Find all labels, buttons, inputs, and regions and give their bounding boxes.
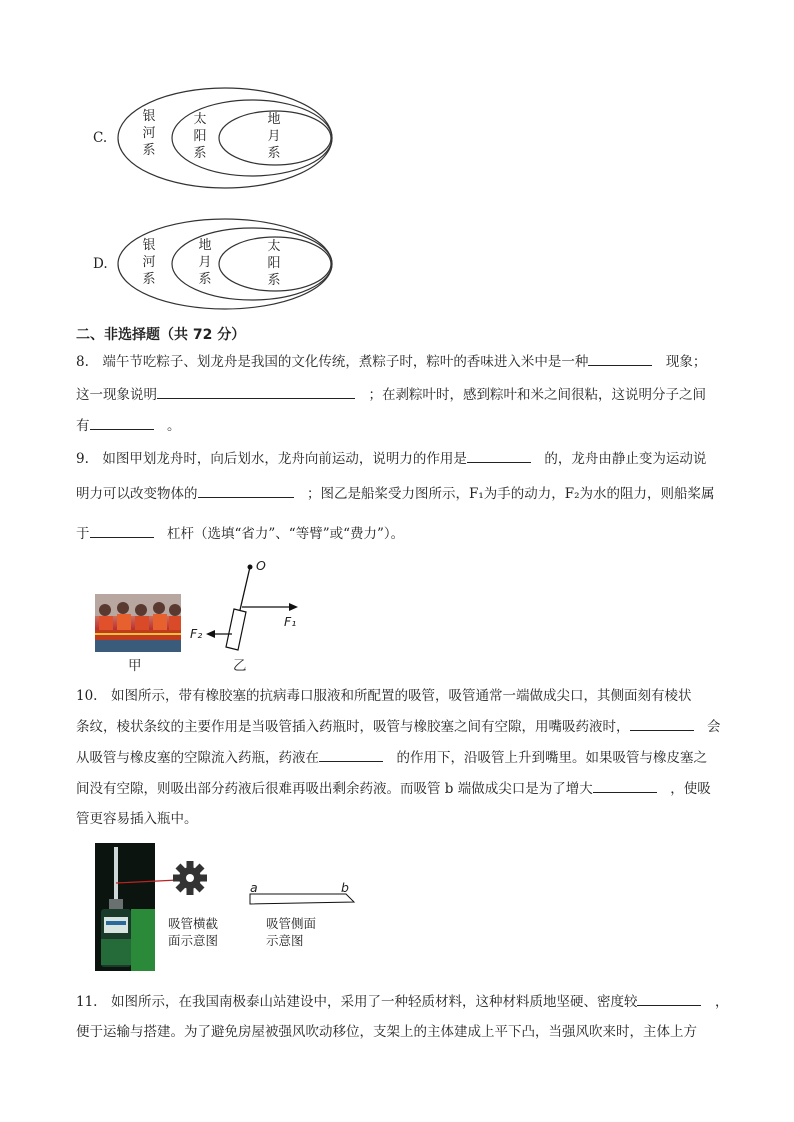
q9-text-3b: 杠杆（选填“省力”、“等臂”或“费力”）。 [167, 526, 405, 542]
q8-text-1a: 8. 端午节吃粽子、划龙舟是我国的文化传统，煮粽子时，粽叶的香味进入米中是一种 [76, 354, 589, 370]
side-view-caption-2: 示意图 [266, 933, 304, 948]
q10-text-2a: 条纹，棱状条纹的主要作用是当吸管插入药瓶时，吸管与橡胶塞之间有空隙，用嘴吸药液时， [76, 719, 630, 735]
q10-line-1: 10. 如图所示，带有橡胶塞的抗病毒口服液和所配置的吸管，吸管通常一端做成尖口，其侧面刻有棱状 [76, 688, 692, 704]
q11-text-1b: ， [714, 994, 729, 1010]
option-c-letter: C. [93, 130, 108, 146]
q11-text-1a: 11. 如图所示，在我国南极泰山站建设中，采用了一种轻质材料，这种材料质地坚硬、密度较 [76, 994, 638, 1010]
q8-text-2b: ；在剥粽叶时，感到粽叶和米之间很粘，这说明分子之间 [368, 387, 706, 403]
fig-label-yi: 乙 [233, 658, 247, 674]
option-c-middle-label: 太 阳 系 [193, 112, 207, 161]
option-d-middle-label: 地 月 系 [198, 238, 212, 287]
q10-text-4b: ，使吸 [670, 781, 711, 797]
label-b: b [341, 880, 349, 895]
q9-text-1a: 9. 如图甲划龙舟时，向后划水，龙舟向前运动，说明力的作用是 [76, 451, 467, 467]
q9-text-2b: ；图乙是船桨受力图所示，F₁为手的动力，F₂为水的阻力，则船桨属 [307, 486, 715, 502]
q8-text-2a: 这一现象说明 [76, 387, 157, 403]
label-a: a [250, 880, 258, 895]
q11-line-1 [76, 991, 728, 1012]
q9-text-1b: 的，龙舟由静止变为运动说 [544, 451, 707, 467]
cross-section-caption-1: 吸管横截 [168, 916, 219, 931]
side-view-caption-1: 吸管侧面 [266, 916, 317, 931]
q10-text-3a: 从吸管与橡皮塞的空隙流入药瓶，药液在 [76, 750, 319, 766]
cross-section-caption-2: 面示意图 [168, 933, 219, 948]
option-d-letter: D. [93, 256, 108, 272]
q10-text-4a: 间没有空隙，则吸出部分药液后很难再吸出剩余药液。而吸管 b 端做成尖口是为了增大 [76, 781, 593, 797]
label-f2: F₂ [190, 626, 203, 641]
q9-text-3a: 于 [76, 526, 90, 542]
option-d-outer-label: 银 河 系 [142, 238, 156, 287]
q10-text-3b: 的作用下，沿吸管上升到嘴里。如果吸管与橡皮塞之 [396, 750, 707, 766]
label-o: O [256, 558, 266, 573]
q11-blank-1[interactable] [637, 991, 701, 1006]
section-title: 二、非选择题（共 72 分） [76, 327, 246, 343]
option-d-inner-label: 太 阳 系 [267, 239, 281, 288]
q8-text-3b: 。 [167, 418, 181, 434]
label-f1: F₁ [284, 614, 297, 629]
option-c-inner-label: 地 月 系 [267, 112, 281, 161]
q8-text-1b: 现象； [665, 354, 707, 370]
q10-line-5: 管更容易插入瓶中。 [76, 811, 198, 827]
q9-text-2a: 明力可以改变物体的 [76, 486, 198, 502]
q8-text-3a: 有 [76, 418, 90, 434]
fig-label-jia: 甲 [128, 658, 142, 674]
q11-line-2: 便于运输与搭建。为了避免房屋被强风吹动移位，支架上的主体建成上平下凸，当强风吹来时，主体上方 [76, 1024, 697, 1040]
q10-text-2b: 会 [707, 719, 721, 735]
option-c-outer-label: 银 河 系 [142, 109, 156, 158]
